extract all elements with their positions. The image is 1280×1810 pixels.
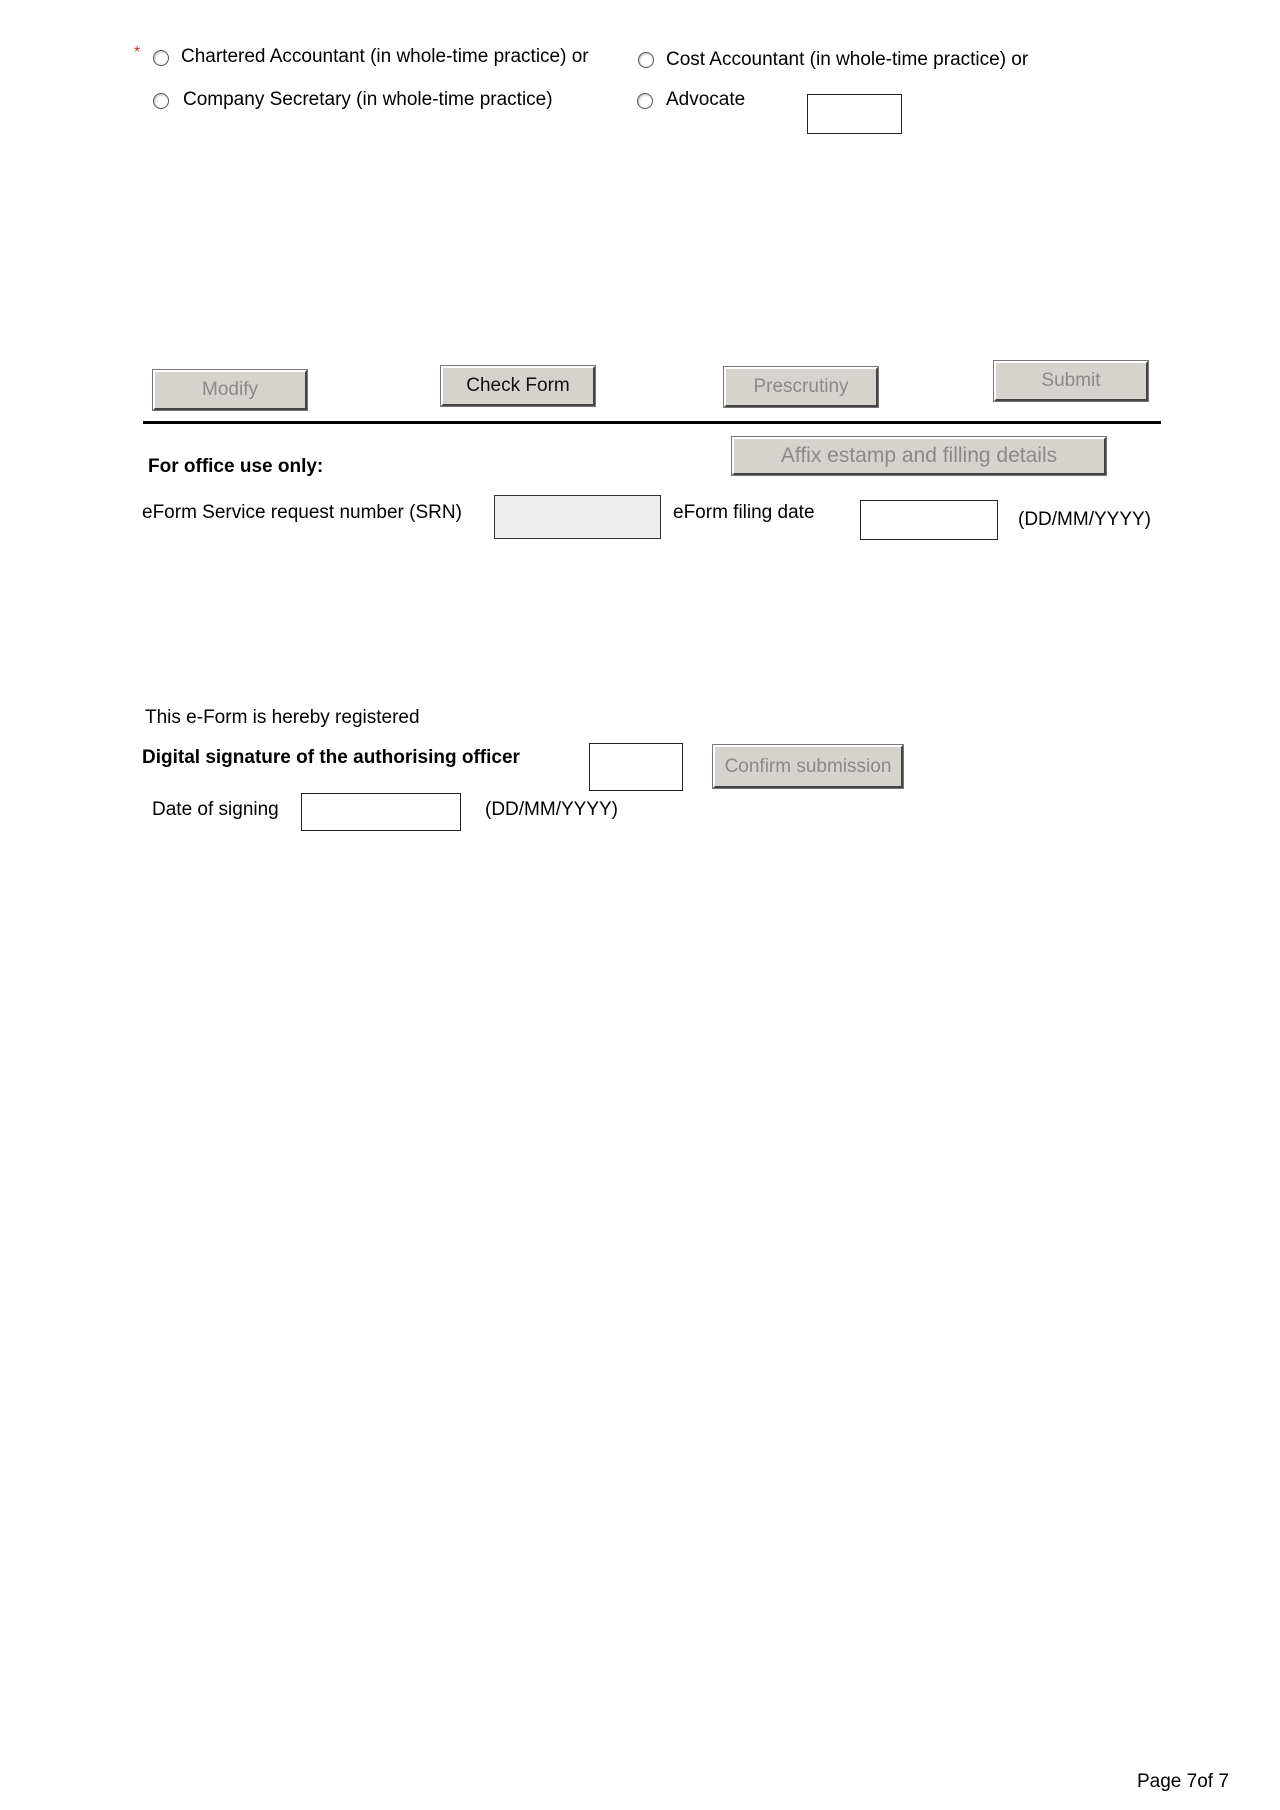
affix-estamp-button[interactable]: Affix estamp and filling details xyxy=(732,437,1106,475)
membership-number-input[interactable] xyxy=(807,94,902,134)
date-of-signing-label: Date of signing xyxy=(152,799,279,820)
radio-cost-accountant[interactable] xyxy=(638,52,654,68)
digital-signature-field[interactable] xyxy=(589,743,683,791)
filing-date-format-hint: (DD/MM/YYYY) xyxy=(1018,509,1151,530)
required-asterisk: * xyxy=(134,44,141,61)
filing-date-field xyxy=(860,500,998,540)
section-divider xyxy=(143,421,1161,424)
registered-text: This e-Form is hereby registered xyxy=(145,707,420,728)
prescrutiny-button[interactable]: Prescrutiny xyxy=(724,367,878,407)
label-advocate: Advocate xyxy=(666,89,746,110)
filing-date-label: eForm filing date xyxy=(673,502,815,523)
radio-advocate[interactable] xyxy=(637,93,653,109)
label-company-secretary: Company Secretary (in whole-time practice) xyxy=(183,89,553,110)
confirm-submission-button[interactable]: Confirm submission xyxy=(713,745,903,788)
radio-company-secretary[interactable] xyxy=(153,93,169,109)
srn-label: eForm Service request number (SRN) xyxy=(142,502,462,523)
srn-field xyxy=(494,495,661,539)
label-chartered-accountant: Chartered Accountant (in whole-time practice) or xyxy=(181,46,589,67)
date-of-signing-field xyxy=(301,793,461,831)
signature-label: Digital signature of the authorising officer xyxy=(142,747,520,768)
signing-date-format-hint: (DD/MM/YYYY) xyxy=(485,799,618,820)
page-number: Page 7of 7 xyxy=(1137,1771,1229,1792)
label-cost-accountant: Cost Accountant (in whole-time practice) or xyxy=(666,49,1029,70)
submit-button[interactable]: Submit xyxy=(994,361,1148,401)
radio-chartered-accountant[interactable] xyxy=(153,50,169,66)
office-use-heading: For office use only: xyxy=(148,456,324,477)
check-form-button[interactable]: Check Form xyxy=(441,366,595,406)
modify-button[interactable]: Modify xyxy=(153,370,307,410)
